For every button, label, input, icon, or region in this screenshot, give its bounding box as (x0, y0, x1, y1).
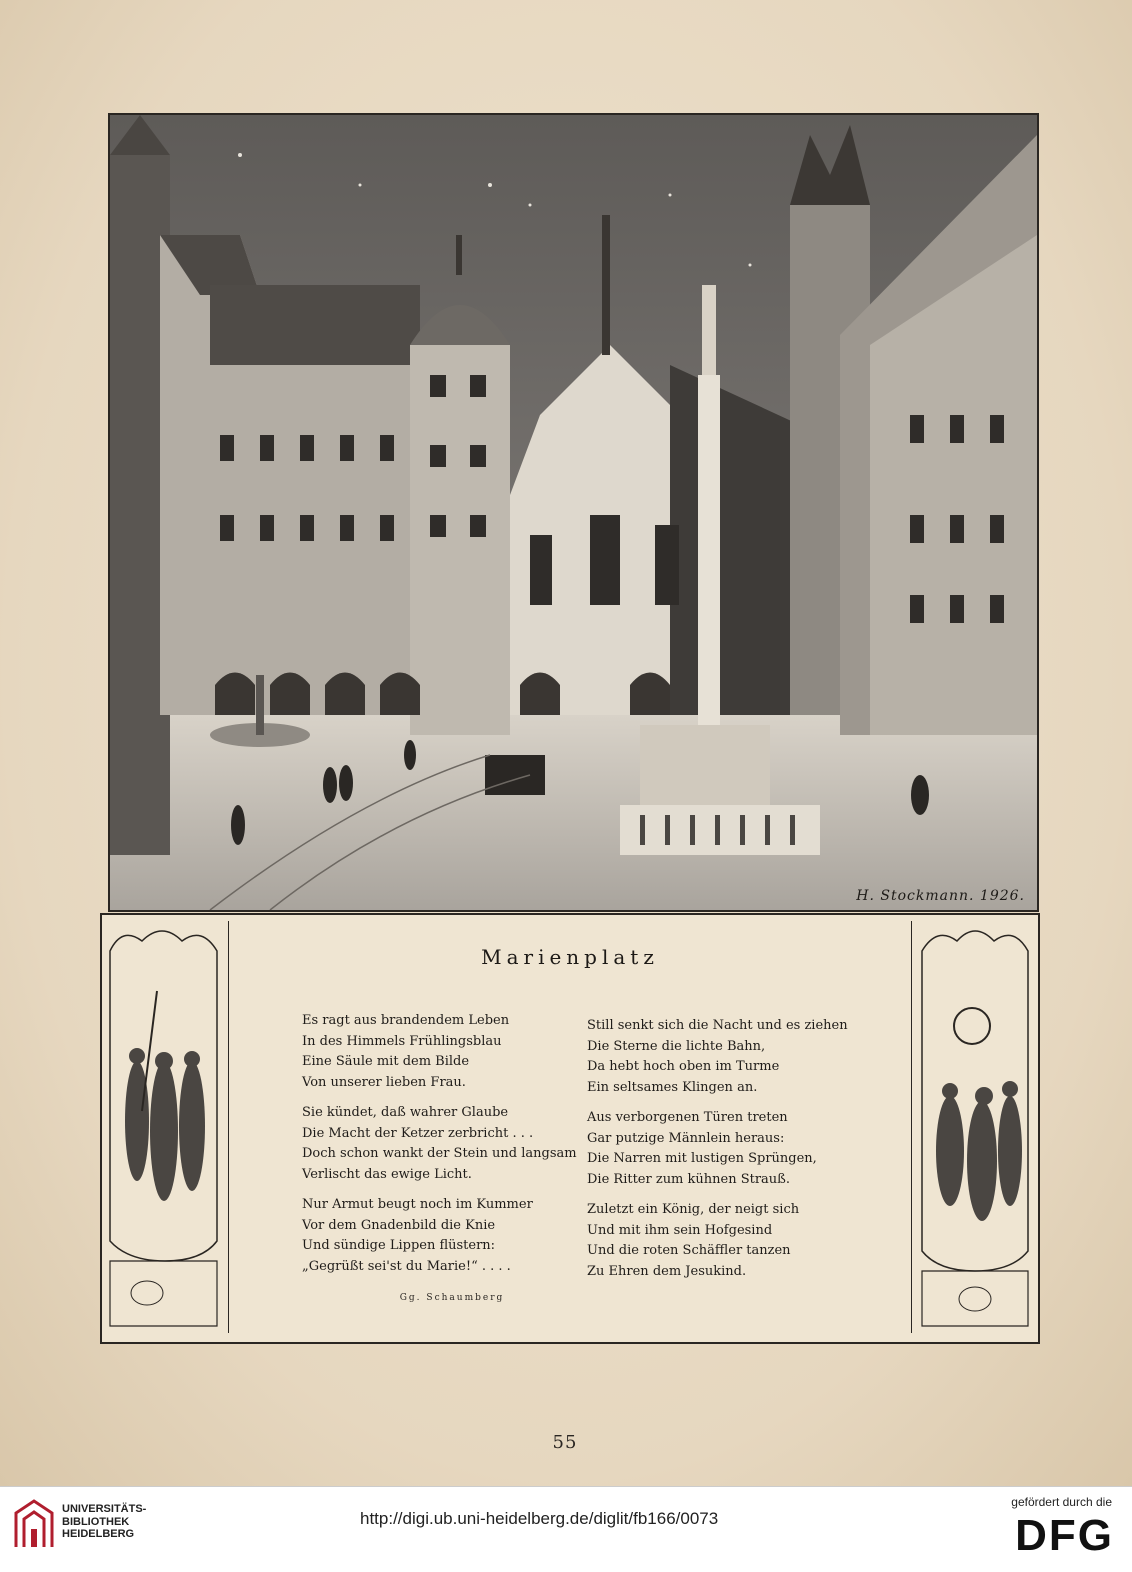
knights-ornament-drawing (102, 921, 228, 1333)
poem-line: Und die roten Schäffler tanzen (587, 1243, 791, 1258)
poem-line: Von unserer lieben Frau. (302, 1074, 466, 1090)
stanza (587, 1200, 877, 1282)
poem-line: „Gegrüßt sei'st du Marie!“ . . . . (302, 1258, 511, 1274)
poem-line: Aus verborgenen Türen treten (587, 1110, 788, 1125)
right-ornamental-panel (911, 921, 1038, 1333)
stanza (302, 1195, 592, 1277)
artist-signature: H. Stockmann. 1926. (856, 888, 1025, 904)
poem-line: Still senkt sich die Nacht und es ziehen (587, 1018, 848, 1033)
poem-box (100, 913, 1040, 1344)
stanza (302, 1103, 592, 1185)
poem-line: Doch schon wankt der Stein und langsam (302, 1146, 577, 1161)
poem-line: Zuletzt ein König, der neigt sich (587, 1202, 800, 1217)
poem-line: Sie kündet, daß wahrer Glaube (302, 1105, 509, 1120)
poem-left-column (302, 1011, 592, 1287)
poem-line: Ein seltsames Klingen an. (587, 1079, 758, 1095)
stanza (587, 1016, 877, 1098)
poem-line: Die Ritter zum kühnen Strauß. (587, 1171, 790, 1187)
permalink-url[interactable]: http://digi.ub.uni-heidelberg.de/diglit/fb166/0073 (360, 1509, 719, 1528)
library-name-line: BIBLIOTHEK (62, 1515, 130, 1528)
poem-right-column (587, 1016, 877, 1292)
poem-line: Und sündige Lippen flüstern: (302, 1238, 496, 1253)
poem-line: Vor dem Gnadenbild die Knie (302, 1217, 496, 1233)
poem-line: Verlischt das ewige Licht. (302, 1166, 472, 1182)
funded-by-label: gefördert durch die (1011, 1495, 1112, 1509)
poem-line: Und mit ihm sein Hofgesind (587, 1222, 773, 1238)
library-name-line: HEIDELBERG (62, 1528, 135, 1540)
poem-author: Gg. Schaumberg (399, 1293, 505, 1303)
marienplatz-illustration (108, 113, 1039, 912)
poem-line: Eine Säule mit dem Bilde (302, 1054, 470, 1069)
library-name (62, 1503, 146, 1541)
library-name-line: UNIVERSITÄTS- (62, 1503, 147, 1515)
page-number: 55 (552, 1432, 578, 1453)
poem-line: Gar putzige Männlein heraus: (587, 1130, 785, 1146)
poem-line: Die Sterne die lichte Bahn, (587, 1038, 766, 1054)
marienplatz-drawing (110, 115, 1037, 910)
left-ornamental-panel (102, 921, 229, 1333)
poem-line: Nur Armut beugt noch im Kummer (302, 1197, 533, 1212)
poem-line: Zu Ehren dem Jesukind. (587, 1263, 747, 1279)
stanza (587, 1108, 877, 1190)
poem-line: Die Macht der Ketzer zerbricht . . . (302, 1125, 534, 1141)
poem-line: Da hebt hoch oben im Turme (587, 1059, 780, 1074)
poem-line: Die Narren mit lustigen Sprüngen, (587, 1151, 817, 1166)
jesters-ornament-drawing (912, 921, 1038, 1333)
poem-title: Marienplatz (481, 945, 659, 969)
viewer-footer (0, 1486, 1132, 1572)
poem-line: Es ragt aus brandendem Leben (302, 1013, 510, 1028)
university-library-logo-icon (12, 1499, 56, 1551)
dfg-logo: DFG (1015, 1511, 1114, 1560)
stanza (302, 1011, 592, 1093)
poem-line: In des Himmels Frühlingsblau (302, 1033, 502, 1049)
